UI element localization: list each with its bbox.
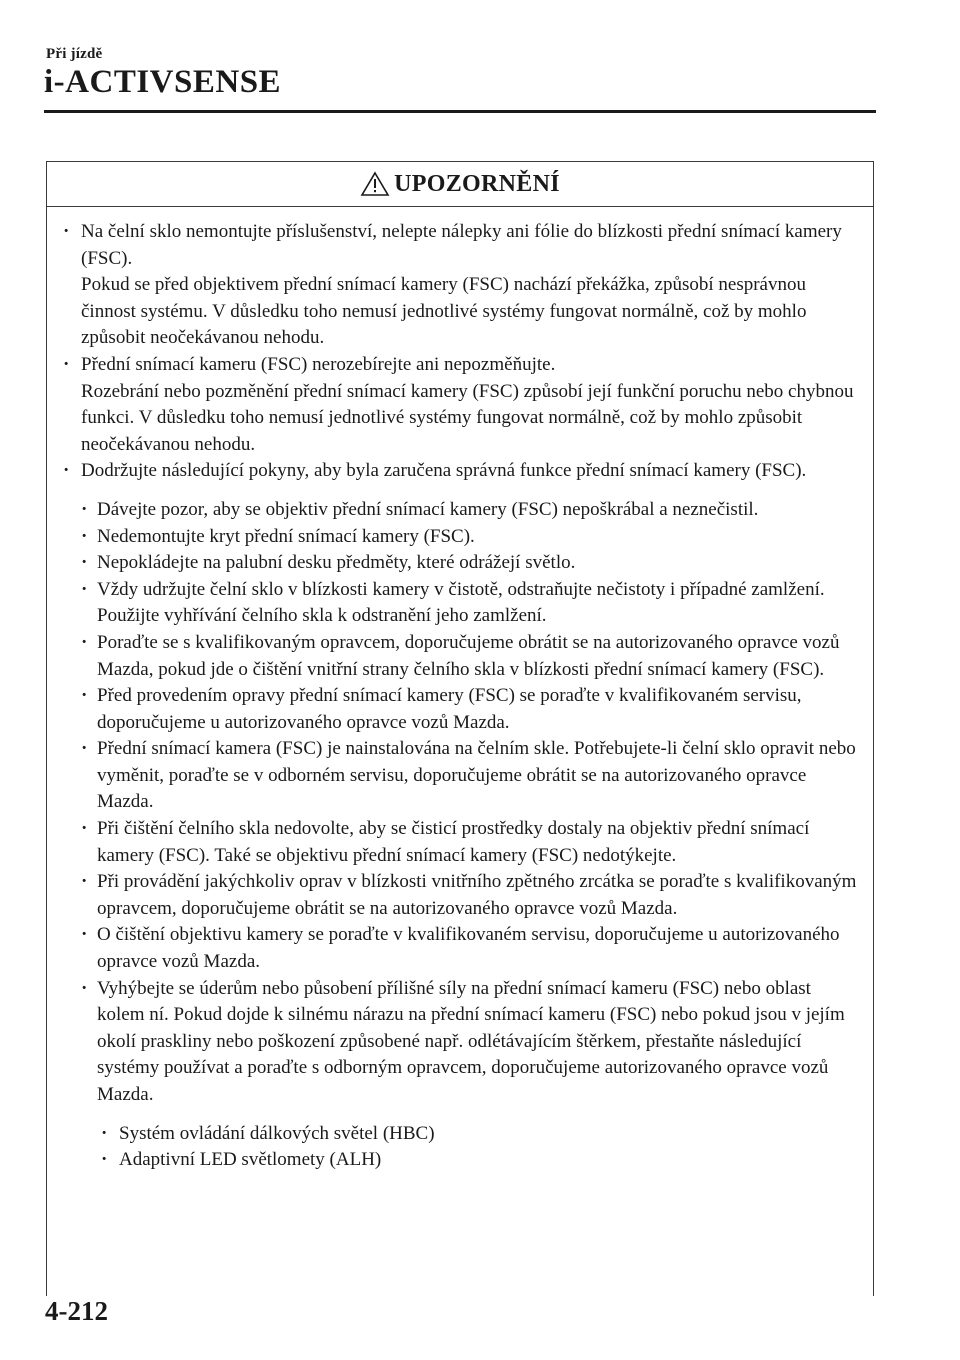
sub-item: · Přední snímací kamera (FSC) je nainstalována na čelním skle. Potřebujete-li čelní sklo opravit nebo vyměnit, poraďte se v odborném servisu, doporučujeme obrátit se na autorizovaného opravce Mazda. [77,736,859,816]
sub-item: · O čištění objektivu kamery se poraďte v kvalifikovaném servisu, doporučujeme u autorizovaného opravce vozů Mazda. [77,922,859,975]
sub-sub-item: · Systém ovládání dálkových světel (HBC) [97,1121,859,1148]
page-number: 4-212 [45,1296,108,1326]
sub-item: · Poraďte se s kvalifikovaným opravcem, doporučujeme obrátit se na autorizovaného opravce vozů Mazda, pokud jde o čištění vnitřní strany čelního skla v blízkosti přední snímací kamery (FSC). [77,630,859,683]
section-label: Při jízdě [46,46,103,62]
caution-item-text: · Přední snímací kameru (FSC) nerozebírejte ani nepozměňujte. [81,353,556,375]
caution-list [59,219,859,485]
caution-item-follow-instructions [59,458,859,485]
caution-item-text: Rozebrání nebo pozměnění přední snímací kamery (FSC) způsobí její funkční poruchu nebo chybnou funkci. V důsledku toho nemusí jednotlivé systémy fungovat normálně, což by mohlo způsobit neočekávanou nehodu. [81,380,854,455]
caution-box [46,161,874,1296]
caution-sub-list [59,497,859,1109]
warning-triangle-icon [360,171,390,197]
caution-item-text: · Na čelní sklo nemontujte příslušenství, nelepte nálepky ani fólie do blízkosti přední snímací kamery (FSC). [81,221,842,269]
caution-title: UPOZORNĚNÍ [394,170,560,197]
sub-item: · Před provedením opravy přední snímací kamery (FSC) se poraďte v kvalifikovaném servisu, doporučujeme u autorizovaného opravce vozů Mazda. [77,683,859,736]
sub-item: · Vždy udržujte čelní sklo v blízkosti kamery v čistotě, odstraňujte nečistoty i případné zamlžení. Použijte vyhřívání čelního skla k odstranění jeho zamlžení. [77,577,859,630]
caution-body [47,207,873,1174]
sub-item: · Nedemontujte kryt přední snímací kamery (FSC). [77,524,859,551]
caution-header [47,162,873,207]
caution-item-no-disassembly [59,352,859,458]
sub-item: · Nepokládejte na palubní desku předměty, které odrážejí světlo. [77,550,859,577]
header-rule [44,110,876,113]
caution-sub-sub-list [59,1121,859,1174]
sub-sub-item: · Adaptivní LED světlomety (ALH) [97,1147,859,1174]
caution-item-text: · Dodržujte následující pokyny, aby byla zaručena správná funkce přední snímací kamery (FSC). [81,460,807,482]
sub-item: · Při provádění jakýchkoliv oprav v blízkosti vnitřního zpětného zrcátka se poraďte s kvalifikovaným opravcem, doporučujeme obrátit se na autorizovaného opravce vozů Mazda. [77,869,859,922]
sub-item: · Vyhýbejte se úderům nebo působení přílišné síly na přední snímací kameru (FSC) nebo oblast kolem ní. Pokud dojde k silnému nárazu na přední snímací kameru (FSC) nebo pokud jsou v jejím okolí praskliny nebo poškození způsobené např. odlétávajícím štěrkem, přestaňte následující systémy používat a poraďte s odborným opravcem, doporučujeme autorizovaného opravce vozů Mazda. [77,976,859,1109]
caution-item-front-glass-accessories [59,219,859,352]
sub-item: · Dávejte pozor, aby se objektiv přední snímací kamery (FSC) nepoškrábal a neznečistil. [77,497,859,524]
sub-item: · Při čištění čelního skla nedovolte, aby se čisticí prostředky dostaly na objektiv přední snímací kamery (FSC). Také se objektivu přední snímací kamery (FSC) nedotýkejte. [77,816,859,869]
caution-item-text: Pokud se před objektivem přední snímací kamery (FSC) nachází překážka, způsobí nesprávnou činnost systému. V důsledku toho nemusí jednotlivé systémy fungovat normálně, což by mohlo způsobit neočekávanou nehodu. [81,274,807,349]
chapter-title: i-ACTIVSENSE [44,64,282,100]
